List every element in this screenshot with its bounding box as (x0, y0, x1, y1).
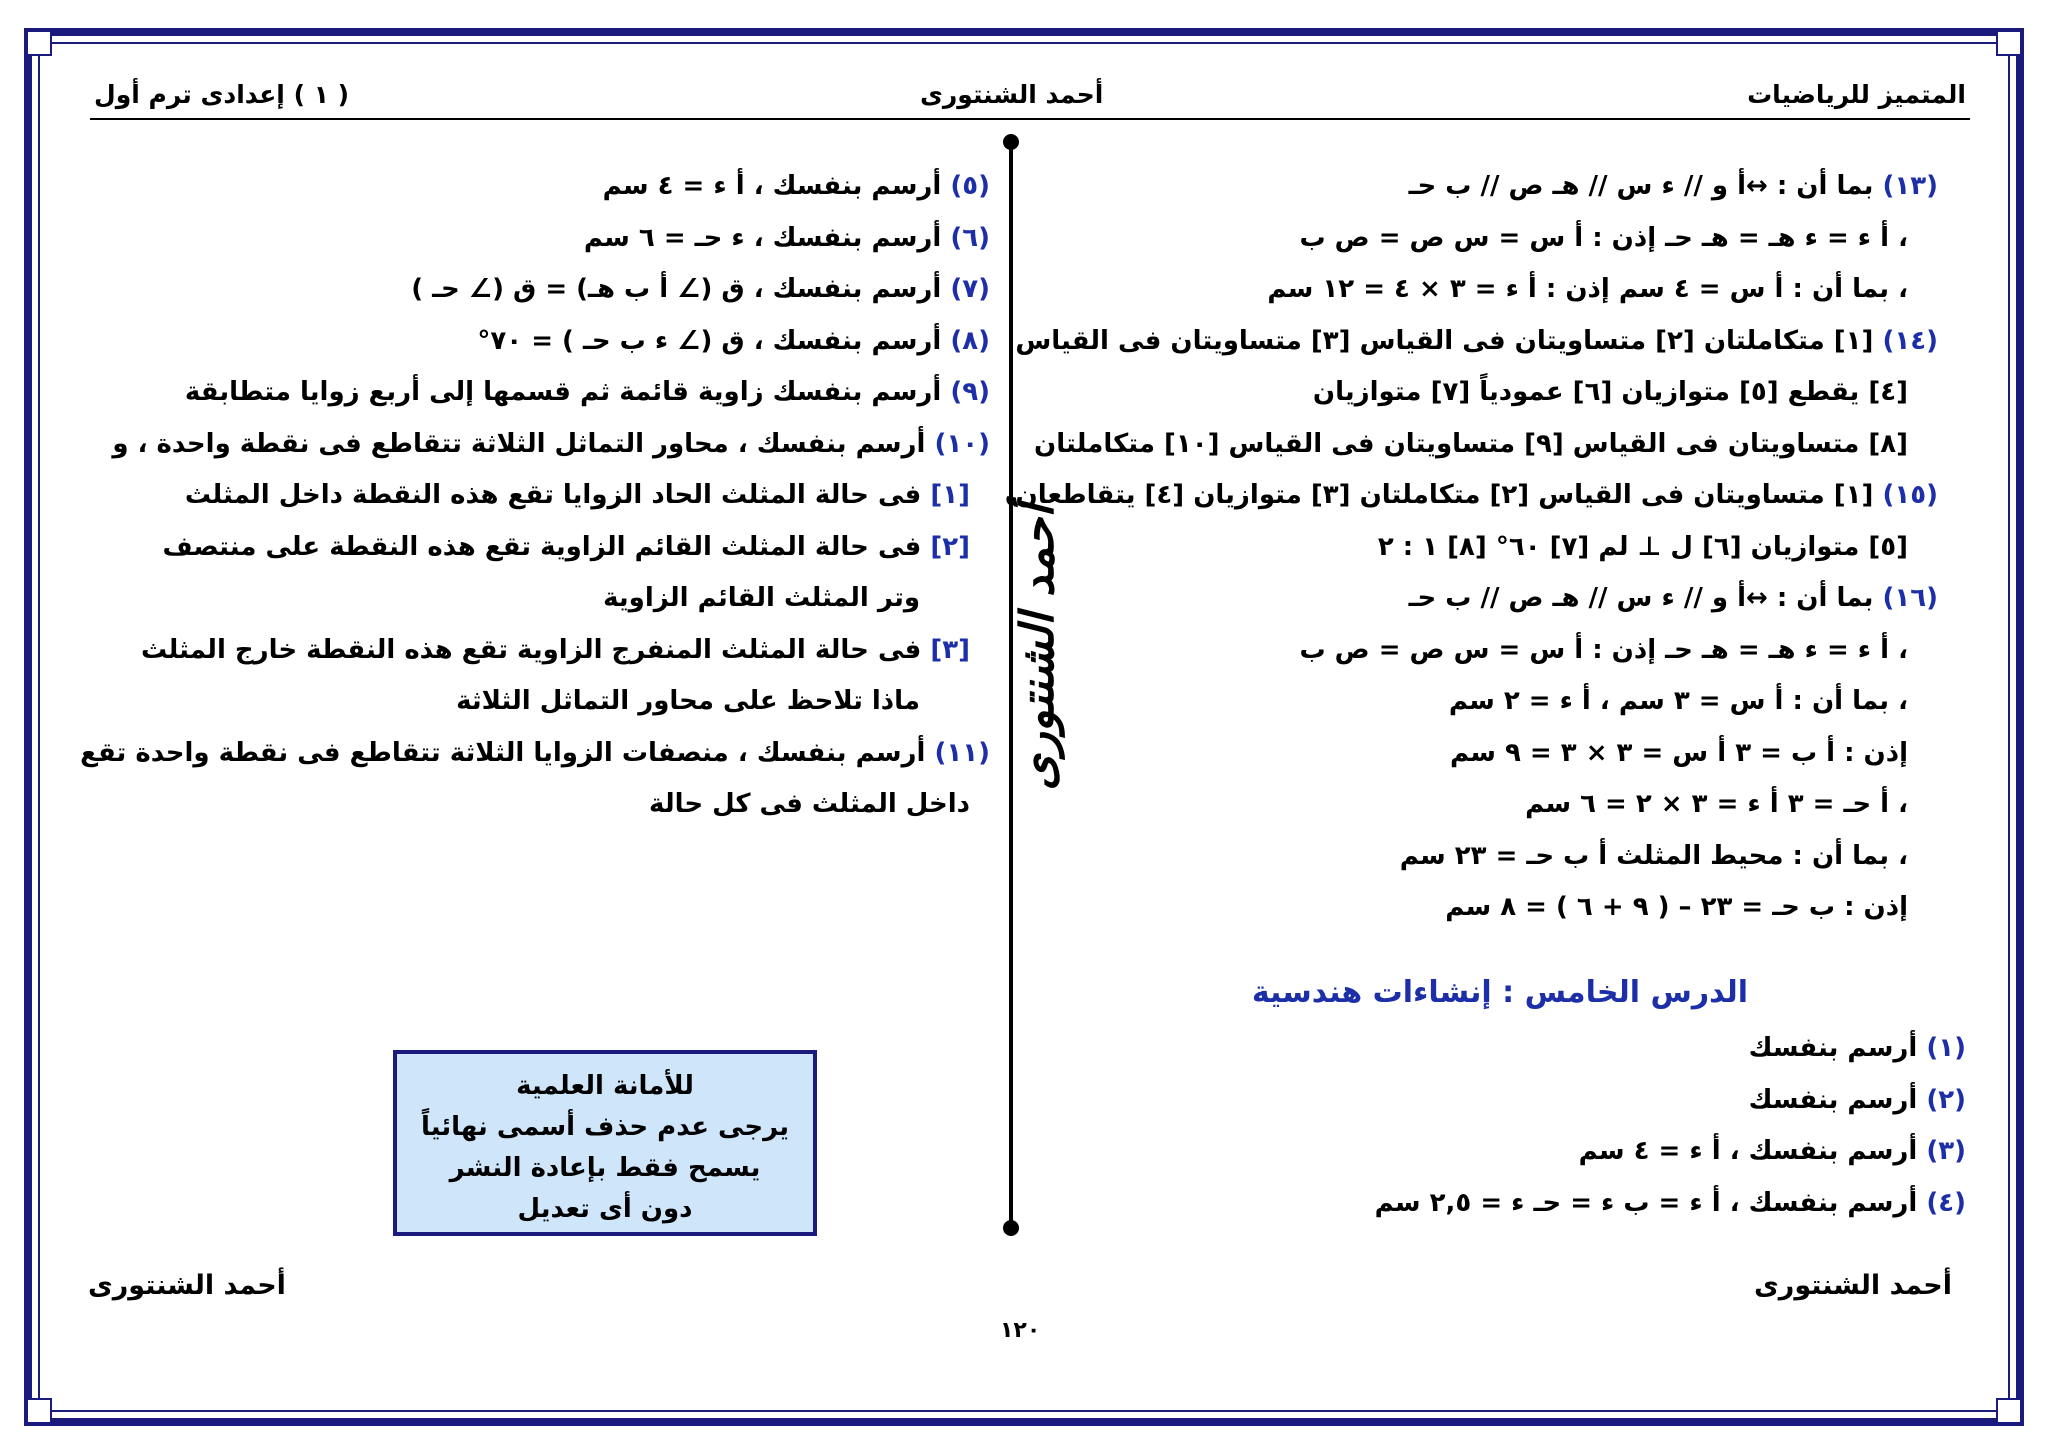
notice-line: دون أى تعديل (517, 1194, 693, 1224)
text-line (649, 782, 970, 826)
item-number: (٦) (950, 222, 990, 253)
text-line (411, 267, 990, 311)
item-text: أرسم بنفسك ، أ ء = ب ء = حـ ء = ٢,٥ سم (1374, 1187, 1918, 1218)
item-number: [٢] (930, 531, 970, 562)
text-line (1400, 834, 1908, 878)
item-number: (١٣) (1882, 171, 1938, 201)
notice-box (393, 1050, 817, 1236)
item-number: [١] (930, 480, 970, 510)
divider-dot-top (1003, 134, 1019, 150)
text-line (1300, 628, 1909, 672)
text-line (1749, 1026, 1966, 1070)
text-line (1409, 576, 1938, 620)
item-text: بما أن : ↔أ و // ء س // هـ ص // ب حـ (1408, 583, 1874, 613)
text-line (1450, 731, 1908, 775)
item-text: [٨] متساويتان فى القياس [٩] متساويتان فى القياس [١٠] متكاملتان (1034, 428, 1908, 459)
divider-dot-bottom (1003, 1220, 1019, 1236)
text-line (1378, 525, 1908, 569)
item-number: (١٤) (1882, 325, 1938, 356)
page-number: ١٢٠ (1000, 1318, 1041, 1343)
item-number: (١١) (934, 737, 990, 768)
item-text: وتر المثلث القائم الزاوية (603, 583, 920, 613)
text-line (141, 628, 970, 672)
header-author: أحمد الشنتورى (920, 80, 1104, 109)
text-line (1525, 782, 1908, 826)
footer-author-right: أحمد الشنتورى (1754, 1270, 1952, 1301)
item-text: أرسم بنفسك ، منصفات الزوايا الثلاثة تتقاطع فى نقطة واحدة تقع (80, 737, 926, 768)
item-text: [٥] متوازيان [٦] ل ⊥ لم [٧] ٦٠° [٨] ١ : ٢ (1377, 531, 1908, 562)
item-text: أرسم بنفسك ، أ ء = ٤ سم (602, 171, 942, 201)
item-text: أرسم بنفسك زاوية قائمة ثم قسمها إلى أربع زوايا متطابقة (184, 377, 942, 407)
item-number: (٤) (1926, 1187, 1966, 1218)
item-text: ، بما أن : محيط المثلث أ ب حـ = ٢٣ سم (1399, 840, 1908, 871)
notice-line: يرجى عدم حذف أسمى نهائياً (420, 1112, 790, 1142)
text-line (1445, 885, 1908, 929)
text-line (1034, 422, 1908, 466)
text-line (1409, 164, 1938, 208)
text-line (80, 731, 990, 775)
text-line (603, 576, 920, 620)
item-number: (٧) (950, 274, 990, 304)
text-line (456, 679, 920, 723)
text-line (584, 216, 990, 260)
item-text: ، بما أن : أ س = ٤ سم إذن : أ ء = ٣ × ٤ = ١٢ سم (1267, 274, 1908, 304)
page-header (90, 78, 1970, 120)
text-line (1267, 267, 1908, 311)
text-line (1749, 1078, 1966, 1122)
item-text: داخل المثلث فى كل حالة (649, 789, 970, 819)
item-text: ، أ حـ = ٣ أ ء = ٣ × ٢ = ٦ سم (1525, 789, 1908, 819)
item-number: (٩) (950, 377, 990, 407)
item-number: (١٥) (1882, 480, 1938, 510)
item-text: ماذا تلاحظ على محاور التماثل الثلاثة (456, 686, 920, 716)
text-line (1015, 319, 1938, 363)
item-text: ، أ ء = ء هـ = هـ حـ إذن : أ س = س ص = ص ب (1299, 222, 1908, 253)
corner-ornament (26, 30, 52, 56)
text-line (163, 525, 970, 569)
item-text: ، بما أن : أ س = ٣ سم ، أ ء = ٢ سم (1448, 686, 1908, 716)
item-number: (١٦) (1882, 583, 1938, 613)
item-text: أرسم بنفسك ، ق (∠ ء ب حـ ) = ٧٠° (477, 325, 942, 356)
header-grade: ( ١ ) إعدادى ترم أول (94, 80, 350, 109)
item-text: أرسم بنفسك ، أ ء = ٤ سم (1578, 1136, 1918, 1166)
item-text: أرسم بنفسك (1748, 1084, 1918, 1115)
item-text: فى حالة المثلث الحاد الزوايا تقع هذه النقطة داخل المثلث (184, 480, 922, 510)
item-number: (١٠) (934, 428, 990, 459)
item-number: (٥) (950, 171, 990, 201)
item-number: (١) (1926, 1033, 1966, 1063)
text-line (1313, 370, 1908, 414)
text-line (1579, 1129, 1966, 1173)
text-line (477, 319, 990, 363)
item-text: أرسم بنفسك ، محاور التماثل الثلاثة تتقاطع فى نقطة واحدة ، و (112, 428, 926, 459)
item-number: (٣) (1926, 1136, 1966, 1166)
item-text: ، أ ء = ء هـ = هـ حـ إذن : أ س = س ص = ص ب (1299, 634, 1908, 665)
text-line (185, 370, 990, 414)
item-number: (٢) (1926, 1084, 1966, 1115)
corner-ornament (1996, 30, 2022, 56)
footer-author-left: أحمد الشنتورى (88, 1270, 286, 1301)
item-text: [١] متكاملتان [٢] متساويتان فى القياس [٣] متساويتان فى القياس (1015, 325, 1874, 356)
text-line (1375, 1181, 1966, 1225)
item-number: [٣] (930, 634, 970, 665)
item-text: فى حالة المثلث القائم الزاوية تقع هذه النقطة على منتصف (162, 531, 922, 562)
item-text: إذن : ب حـ = ٢٣ – ( ٩ + ٦ ) = ٨ سم (1445, 892, 1908, 922)
item-text: إذن : أ ب = ٣ أ س = ٣ × ٣ = ٩ سم (1449, 737, 1908, 768)
text-line (1449, 679, 1908, 723)
text-line (1016, 473, 1939, 517)
text-line (112, 422, 990, 466)
text-line (603, 164, 990, 208)
text-line (185, 473, 970, 517)
lesson-title: الدرس الخامس : إنشاءات هندسية (1251, 975, 1748, 1010)
notice-line: يسمح فقط بإعادة النشر (449, 1153, 761, 1183)
item-text: [١] متساويتان فى القياس [٢] متكاملتان [٣] متوازيان [٤] يتقاطعان (1015, 480, 1874, 510)
item-text: أرسم بنفسك ، ق (∠ أ ب هـ) = ق (∠ حـ ) (411, 274, 942, 304)
item-text: أرسم بنفسك (1748, 1033, 1918, 1063)
side-brand-signature: أحمد الشنتورى (1010, 505, 1064, 791)
notice-line: للأمانة العلمية (516, 1071, 694, 1101)
item-number: (٨) (950, 325, 990, 356)
corner-ornament (1996, 1398, 2022, 1424)
item-text: أرسم بنفسك ، ء حـ = ٦ سم (583, 222, 942, 253)
header-right-title: المتميز للرياضيات (1747, 80, 1966, 109)
item-text: [٤] يقطع [٥] متوازيان [٦] عمودياً [٧] متوازيان (1312, 377, 1908, 407)
item-text: فى حالة المثلث المنفرج الزاوية تقع هذه النقطة خارج المثلث (141, 634, 922, 665)
corner-ornament (26, 1398, 52, 1424)
item-text: بما أن : ↔أ و // ء س // هـ ص // ب حـ (1408, 171, 1874, 201)
text-line (1300, 216, 1909, 260)
